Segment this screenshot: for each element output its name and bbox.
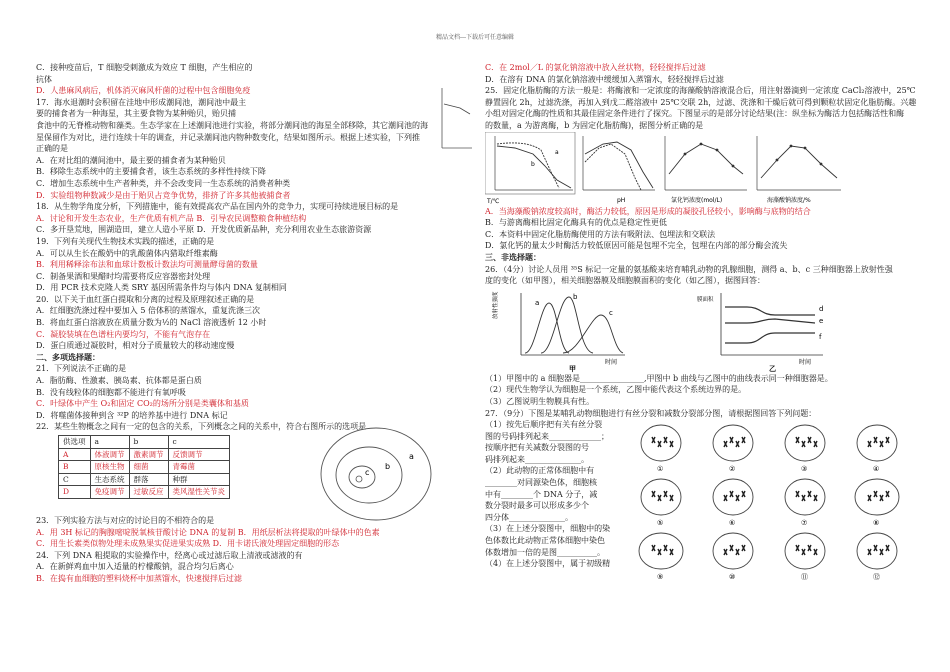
table-cell: 群落 xyxy=(129,473,168,486)
question-19 xyxy=(36,236,472,294)
q27-sub-line: 按顺序把有关减数分裂图的号 xyxy=(485,443,589,453)
q17-line: C．增加生态系统中生产者种类，并不会改变同一生态系统的消费者种类 xyxy=(36,178,291,188)
cell-figure xyxy=(857,425,897,473)
q18-line: C．多开垦荒地，围湖造田，建立人造小平原 D．开发优质新品种，充分利用农业生态旅游资源 xyxy=(36,225,372,235)
q26-figures xyxy=(485,287,920,373)
q24-line: 24．下列 DNA 粗提取的实验操作中，经离心或过滤后取上清液或滤液的有 xyxy=(36,550,303,560)
question-27-subquestions xyxy=(485,419,625,570)
q20-line: 20．以下关于血红蛋白提取和分离的过程及原理叙述正确的是 xyxy=(36,294,255,304)
cell-figure xyxy=(785,533,825,581)
cell-figure-label: ⑫ xyxy=(873,573,880,582)
q17-species-chart xyxy=(440,84,472,152)
q27-block xyxy=(485,419,920,582)
q24-cont-line: C．在 2mol／L 的氯化钠溶液中放入丝状物，轻轻搅拌后过滤 xyxy=(485,63,706,72)
table-row xyxy=(59,486,230,499)
table-header-cell: a xyxy=(90,436,129,449)
q19-line: C．制备果酒和果醋时均需要将反应容器密封处理 xyxy=(36,271,211,281)
q24-line: B．在捣有血细胞的塑料烧杯中加蒸馏水，快速搅拌后过滤 xyxy=(36,573,242,583)
q17-line: 正确的是 xyxy=(36,144,68,154)
jia-xlabel: 时间 xyxy=(605,358,618,366)
cell-figure xyxy=(639,533,683,581)
yi-curve-f: f xyxy=(819,332,822,341)
q17-line: B．移除生态系统中的主要捕食者，该生态系统的多样性持续下降 xyxy=(36,167,266,177)
q27-sub-line: （2）此动物的正常体细胞中有 xyxy=(485,466,595,476)
q27-sub-line: 四分体______________。 xyxy=(485,512,573,522)
cell-figure-label: ① xyxy=(657,465,664,474)
q17-line: 星保留作为对比，进行连续十年的调查，并记录潮间池内物种数变化，结果如图所示。根据上述实验，下列推 xyxy=(36,132,420,142)
cell-figure xyxy=(713,533,753,581)
q25-xlabel-1: T/℃ xyxy=(487,197,500,205)
yi-xlabel: 时间 xyxy=(799,358,812,366)
cell-figure-label: ⑩ xyxy=(729,573,736,582)
q25-option-line: D．氯化钙的量太少时酶活力较低原因可能是包埋不完全，包埋在内部的部分酶会流失 xyxy=(485,241,788,251)
table-cell: D xyxy=(59,486,91,499)
q22-venn-diagram xyxy=(319,425,437,523)
section-3-title: 三、非选择题： xyxy=(485,251,541,262)
table-cell: 类风湿性关节炎 xyxy=(168,486,230,499)
q25-xlabel-4: 海藻酸钠浓度/% xyxy=(767,196,811,204)
q17-line: D．实验组物种数减少是由于贻贝占竞争优势，排挤了许多其他被捕食者 xyxy=(36,190,291,200)
jia-caption: 甲 xyxy=(569,364,576,373)
left-column xyxy=(36,62,472,585)
q25-xlabel-3: 氯化钙浓度(mol/L) xyxy=(671,196,723,204)
q27-sub-line: 体数增加一倍的是图__________。 xyxy=(485,547,605,557)
q17-line: 17．海水退潮时会积留在洼地中形成潮间池，潮间池中最主 xyxy=(36,97,247,107)
yi-ylabel: 膜面积 xyxy=(697,296,714,303)
cell-figure xyxy=(713,425,753,473)
q20-line: B．将血红蛋白溶液放在质量分数为¹⁄₂的 NaCl 溶液透析 12 小时 xyxy=(36,318,267,328)
q23-line: A．用 3H 标记的胸腺嘧啶脱氧核苷酸讨论 DNA 的复制 B．用纸层析法将提取的叶绿体中的色素 xyxy=(36,527,380,537)
table-cell: 体液调节 xyxy=(90,448,129,461)
question-24 xyxy=(36,550,472,585)
q17-line: 要的捕食者为一种海星，其主要食物为某种贻贝，贻贝捕 xyxy=(36,109,236,119)
cell-figure-label: ⑪ xyxy=(801,573,808,582)
q16-options xyxy=(36,62,472,97)
jia-curve-b: b xyxy=(573,292,578,301)
q25-xlabel-2: pH xyxy=(617,196,626,204)
cell-figure xyxy=(785,479,825,527)
q22-table xyxy=(58,435,230,499)
q18-line: 18．从生物学角度分析，下列措施中，能有效提高农产品在国内外的竞争力，实现可持续进展目标的是 xyxy=(36,202,399,212)
q24-line: A．在新鲜鸡血中加入适量的柠檬酸钠，混合均匀后离心 xyxy=(36,562,234,572)
q27-cell-division-figures xyxy=(625,419,915,583)
q16-line: 抗体 xyxy=(36,74,52,84)
q16-line: C．接种疫苗后，T 细胞受刺激成为效应 T 细胞，产生相应的 xyxy=(36,63,253,72)
right-column xyxy=(485,62,920,582)
q25-line: 静置固化 2h，过滤洗涤，再加入到戊二醛溶液中 25℃交联 2h，过滤、洗涤和干燥后就可得到颗粒状固定化脂肪酶。兴趣 xyxy=(485,97,917,107)
cell-figure-label: ⑧ xyxy=(873,519,880,528)
q17-line: 食池中的无脊椎动物和藻类。生态学家在上述潮间池进行实验，将部分潮间池的海星全部移除，其它潮间池的海 xyxy=(36,120,428,130)
jia-ylabel: 放射性强度 xyxy=(493,291,499,319)
q21-line: A．脂肪酶、性激素、胰岛素、抗体都是蛋白质 xyxy=(36,376,202,386)
question-25 xyxy=(485,85,920,131)
table-header-cell: c xyxy=(168,436,230,449)
q21-line: B．没有线粒体的细胞都不能进行有氧呼吸 xyxy=(36,387,186,397)
cell-figure xyxy=(641,425,681,473)
table-cell: 过敏反应 xyxy=(129,486,168,499)
table-header-cell: 供选项 xyxy=(59,436,91,449)
question-20 xyxy=(36,294,472,352)
table-cell: 免疫调节 xyxy=(90,486,129,499)
q21-line: C．叶绿体中产生 O₂和固定 CO₂的场所分别是类囊体和基质 xyxy=(36,399,249,409)
question-18 xyxy=(36,201,472,236)
q16-line: D．人患麻风病后，机体消灭麻风杆菌的过程中包含细胞免疫 xyxy=(36,86,251,96)
cell-figure xyxy=(857,533,897,581)
q19-line: 19．下列有关现代生物技术实践的描述，正确的是 xyxy=(36,236,215,246)
q25-option-line: A．当海藻酸钠浓度较高时，酶活力较低，原因是形成的凝胶孔径较小，影响酶与底物的结合 xyxy=(485,206,811,216)
table-cell: 生态系统 xyxy=(90,473,129,486)
q26-sub-line: （1）甲图中的 a 细胞器是________________,甲图中 b 曲线与乙图中的曲线表示同一种细胞器是。 xyxy=(485,373,833,383)
cell-figure xyxy=(641,479,681,527)
q25-charts xyxy=(485,132,920,206)
yi-curve-d: d xyxy=(819,304,824,313)
cell-figure-label: ② xyxy=(729,465,736,474)
cell-figure-label: ⑥ xyxy=(729,519,736,528)
q27-sub-line: 数分裂时最多可以形成多少个 xyxy=(485,501,589,511)
q25-curve-b-label: b xyxy=(531,160,535,168)
table-row xyxy=(59,448,230,461)
question-27-stem: 27．（9分）下图是某哺乳动物细胞进行有丝分裂和减数分裂部分图，请根据图回答下列问题： xyxy=(485,408,817,418)
q20-line: C．凝胶装填在色谱柱内要均匀，不能有气泡存在 xyxy=(36,329,211,339)
q25-option-line: B．与游离酶相比固定化酶具有的优点是稳定性更低 xyxy=(485,218,667,228)
cell-figure xyxy=(855,479,899,527)
q25-option-line: C．本资料中固定化脂肪酶使用的方法有吸附法、包埋法和交联法 xyxy=(485,229,716,239)
table-cell: 反馈调节 xyxy=(168,448,230,461)
cell-figure-label: ⑤ xyxy=(657,519,664,528)
yi-caption: 乙 xyxy=(769,364,776,373)
q25-figure xyxy=(485,132,920,206)
table-cell: 原核生物 xyxy=(90,461,129,474)
cell-figure-label: ③ xyxy=(801,465,808,474)
q21-line: D．将噬菌体接种到含 ³²P 的培养基中进行 DNA 标记 xyxy=(36,410,228,420)
question-22-stem: 22．某些生物概念之间有一定的包含的关系，下列概念之间的关系中，符合右图所示的选项是 xyxy=(36,422,367,432)
q27-sub-line: 色体数比此动物正常体细胞中染色 xyxy=(485,536,605,546)
yi-curve-e: e xyxy=(819,316,824,325)
page-header: 精品文档---下载后可任意编辑 xyxy=(435,34,515,41)
table-cell: B xyxy=(59,461,91,474)
q27-sub-line: 码排列起来______________。 xyxy=(485,454,589,464)
q27-sub-line: 图的号码排列起来_____________； xyxy=(485,431,609,441)
q27-sub-line: （3）在上述分裂图中，细胞中的染 xyxy=(485,524,611,534)
q22-block xyxy=(36,433,472,515)
jia-curve-a: a xyxy=(535,298,540,307)
q26-charts xyxy=(485,287,920,373)
q21-line: 21．下列说法不正确的是 xyxy=(36,364,127,374)
question-26-subquestions xyxy=(485,373,920,408)
question-25-options xyxy=(485,206,920,252)
table-cell: 青霉菌 xyxy=(168,461,230,474)
q26-sub-line: （2）现代生物学认为细胞是一个系统，乙图中能代表这个系统边界的是。 xyxy=(485,385,747,395)
q24-options-cont xyxy=(485,62,920,85)
table-cell: 细菌 xyxy=(129,461,168,474)
q25-curve-a-label: a xyxy=(555,148,559,156)
venn-label-a: a xyxy=(409,452,414,461)
table-row xyxy=(59,473,230,486)
q25-line: 25．固定化脂肪酶的方法一般是：将酶液和一定浓度的海藻酸钠溶液混合后，用注射器滴到一定浓度 CaCl₂溶液中，25℃ xyxy=(485,86,916,96)
q25-line: 的数量，a 为游离酶，b 为固定化脂肪酶)，据图分析正确的是 xyxy=(485,120,704,130)
question-21 xyxy=(36,363,472,421)
q26-line: 度的变化（如甲图），相关细胞器膜及细胞膜面积的变化（如乙图），据图回答： xyxy=(485,276,765,286)
cell-figure xyxy=(713,479,753,527)
q27-sub-line: （4）在上述分裂图中，属于初级精 xyxy=(485,559,611,569)
q19-line: A．可以从生长在酸奶中的乳酸菌体内猎取纤维素酶 xyxy=(36,248,218,258)
table-cell: 激素调节 xyxy=(129,448,168,461)
table-header-cell: b xyxy=(129,436,168,449)
q22-table-header xyxy=(59,436,230,449)
q20-line: D．蛋白质通过凝胶时，相对分子质量较大的移动速度慢 xyxy=(36,341,235,351)
cell-figure-label: ⑦ xyxy=(801,519,808,528)
venn-label-c: c xyxy=(365,468,370,477)
venn-label-b: b xyxy=(385,462,391,471)
q23-line: 23．下列实验方法与对应的讨论目的不相符合的是 xyxy=(36,516,215,525)
q27-sub-line: ________对同源染色体，细胞核 xyxy=(485,478,597,488)
cell-figure xyxy=(785,425,825,473)
q26-line: 26．（4分）讨论人员用 ³⁵S 标记一定量的氨基酸来培育哺乳动物的乳腺细胞，测得 a、b、c 三种细胞器上放射性强 xyxy=(485,264,893,274)
q27-sub-line: （1）按先后顺序把有关有丝分裂 xyxy=(485,420,603,430)
q19-line: B．利用稀释涂布法和血球计数板计数法均可测量酵母菌的数量 xyxy=(36,260,258,270)
table-cell: A xyxy=(59,448,91,461)
table-cell: C xyxy=(59,473,91,486)
cell-figure-label: ⑨ xyxy=(657,573,664,582)
q23-line: C．用生长素类似物处理未成熟果实促进果实成熟 D．用卡诺氏液处理固定细胞的形态 xyxy=(36,539,340,549)
q25-line: 小组对固定化酶的性质和其最佳固定条件进行了探究。下图显示的是部分讨论结果(注：纵坐标为酶活力包括酶活性和酶 xyxy=(485,109,905,119)
q18-line: A．讨论和开发生态农业，生产优质有机产品 B．引导农民调整粮食种植结构 xyxy=(36,213,307,223)
q26-sub-line: （3）乙图说明生物膜具有性。 xyxy=(485,396,595,406)
cell-figure-label: ④ xyxy=(873,465,880,474)
q17-line: A．在对比组的潮间池中，最主要的捕食者为某种贻贝 xyxy=(36,155,226,165)
table-cell: 种群 xyxy=(168,473,230,486)
jia-curve-c: c xyxy=(609,308,613,317)
question-26 xyxy=(485,264,920,287)
q27-sub-line: 中有________个 DNA 分子，减 xyxy=(485,489,598,499)
section-2-title: 二、多项选择题： xyxy=(36,351,100,362)
table-row xyxy=(59,461,230,474)
q20-line: A．红细胞洗涤过程中要加入 5 倍体积的蒸馏水，重复洗涤三次 xyxy=(36,306,260,316)
q24-cont-line: D．在溶有 DNA 的氯化钠溶液中缓缓加入蒸馏水，轻轻搅拌后过滤 xyxy=(485,74,724,84)
q19-line: D．用 PCR 技术克隆人类 SRY 基因所需条件均与体内 DNA 复制相同 xyxy=(36,283,287,293)
question-17 xyxy=(36,97,472,201)
